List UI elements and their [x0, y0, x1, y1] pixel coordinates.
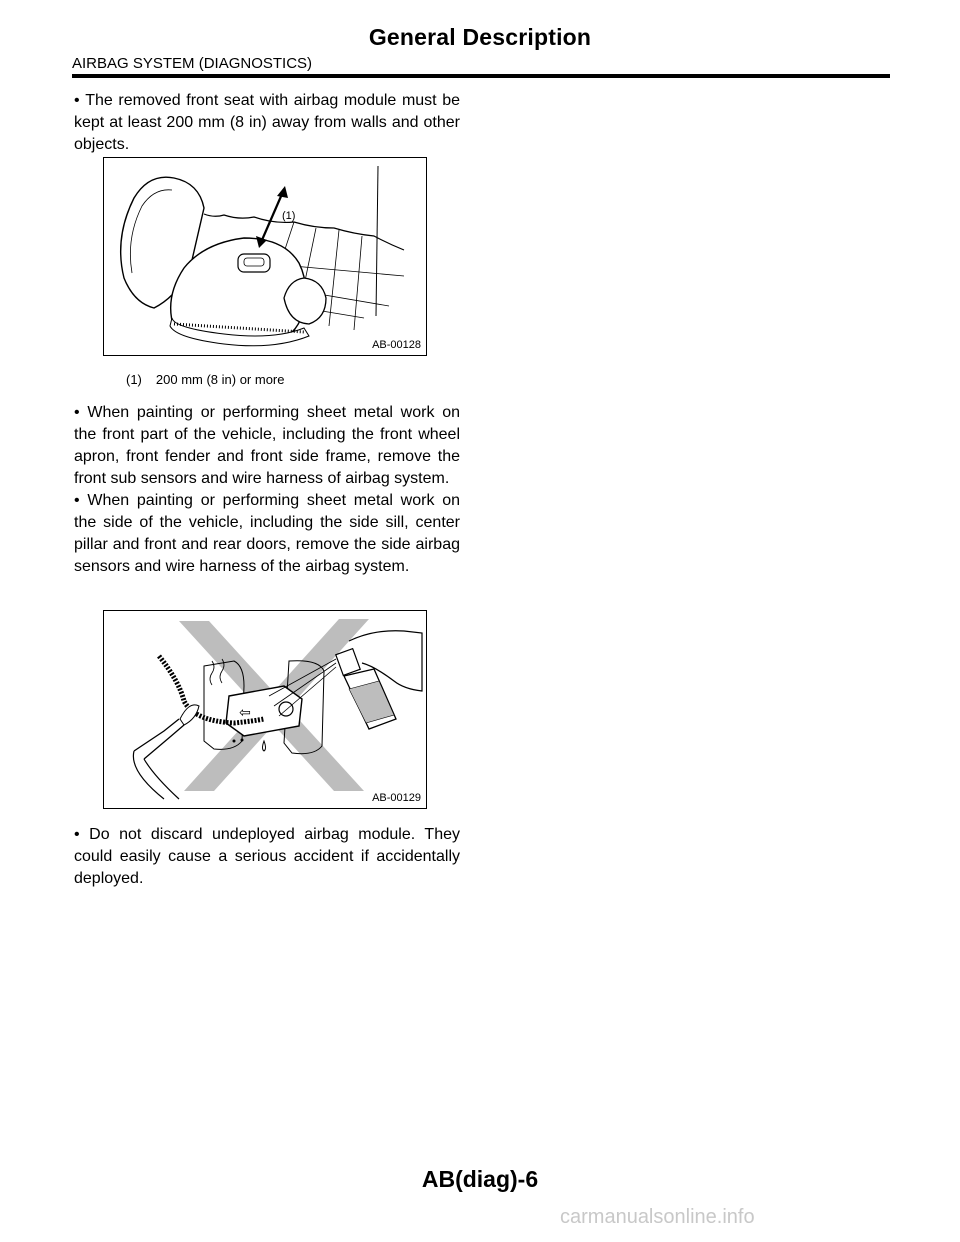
bullet-paragraph: • Do not discard undeployed airbag module. They could easily cause a serious accident if accidentally deployed. — [74, 824, 460, 890]
page-title: General Description — [368, 24, 592, 50]
figure1-callout: (1) — [282, 210, 296, 222]
bullet-paragraph: • The removed front seat with airbag module must be kept at least 200 mm (8 in) away from walls and other objects. — [74, 90, 460, 156]
figure2-code: AB-00129 — [372, 792, 421, 804]
page-number: AB(diag)-6 — [421, 1166, 539, 1192]
caption-number: (1) — [126, 372, 142, 387]
caption-text: 200 mm (8 in) or more — [155, 372, 285, 387]
module-arrow: ⇦ — [239, 705, 251, 721]
bullet-paragraph: • When painting or performing sheet metal work on the front part of the vehicle, including the front wheel apron, front fender and front side frame, remove the front sub sensors and wire harness of airbag system. — [74, 402, 460, 490]
header-rule — [72, 74, 890, 78]
bullet-paragraph: • When painting or performing sheet metal work on the side of the vehicle, including the side sill, center pillar and front and rear doors, remove the side airbag sensors and wire harness of the airbag system. — [74, 490, 460, 578]
paragraph-block-1 — [74, 90, 460, 156]
section-title: AIRBAG SYSTEM (DIAGNOSTICS) — [72, 55, 313, 72]
paragraph-block-2 — [74, 402, 460, 578]
seat-illustration — [104, 158, 426, 355]
seat-clearance-figure — [103, 157, 427, 356]
airbag-module-prohibited-figure — [103, 610, 427, 809]
watermark: carmanualsonline.info — [560, 1206, 755, 1228]
prohibited-illustration — [104, 611, 426, 808]
paragraph-block-3 — [74, 824, 460, 890]
figure1-code: AB-00128 — [372, 339, 421, 351]
figure1-caption — [126, 372, 284, 387]
